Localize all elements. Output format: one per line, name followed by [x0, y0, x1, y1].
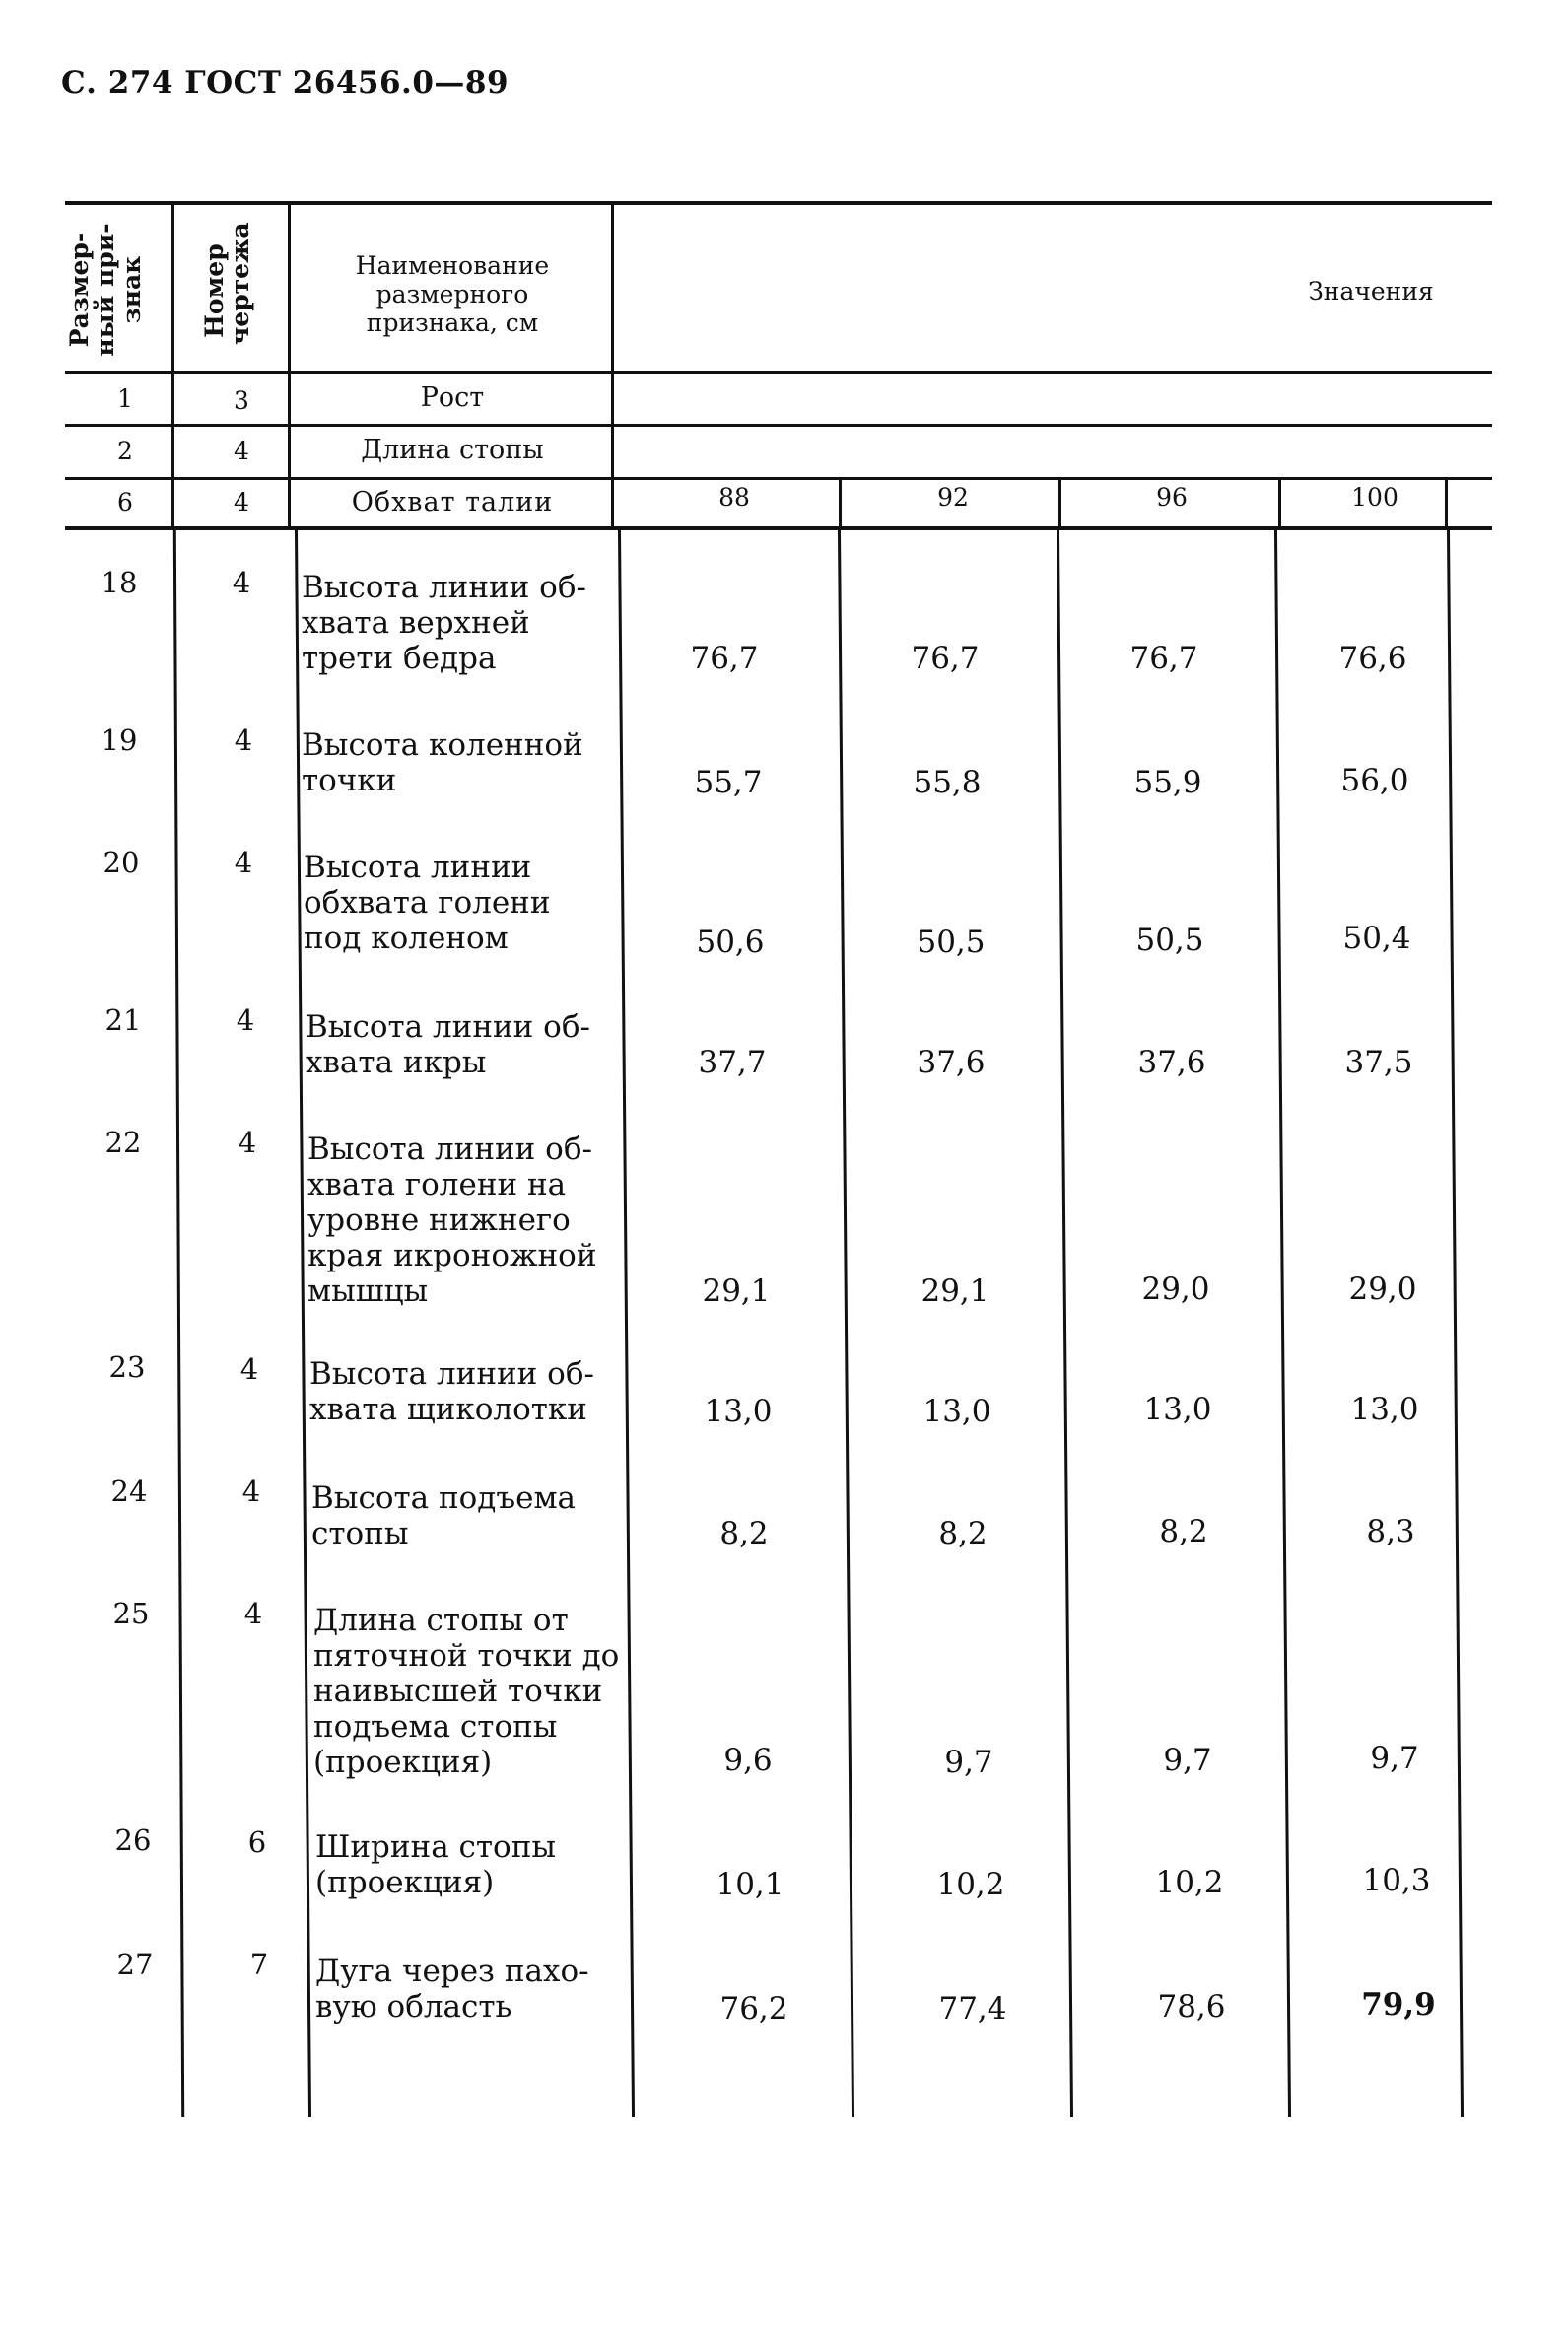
- body-divider-5: [1057, 530, 1073, 2117]
- row-drawing: 4: [243, 1597, 263, 1630]
- row-drawing: 4: [232, 566, 251, 599]
- param-num: 1: [117, 384, 133, 413]
- row-value: 37,6: [1137, 1045, 1206, 1080]
- row-value: 8,2: [719, 1516, 769, 1551]
- row-drawing: 4: [236, 1003, 255, 1037]
- row-name: Длина стопы от пяточной точки до наивысшей точки подъема стопы (проекция): [313, 1603, 620, 1780]
- row-num: 26: [114, 1823, 152, 1857]
- row-value: 13,0: [1350, 1392, 1419, 1427]
- row-name: Высота коленной точки: [302, 727, 583, 798]
- sub-divider-4: [1445, 479, 1448, 526]
- row-value: 55,7: [694, 765, 763, 800]
- row-value: 76,7: [690, 641, 759, 676]
- row-name: Высота линии об- хвата щиколотки: [309, 1356, 594, 1427]
- row-value: 13,0: [1143, 1392, 1212, 1427]
- row-value: 10,1: [716, 1867, 784, 1902]
- row-num: 19: [101, 723, 138, 757]
- row-value: 50,5: [1135, 923, 1204, 958]
- param-drawing: 4: [234, 437, 249, 465]
- row-value: 29,1: [920, 1273, 989, 1309]
- param-drawing: 3: [234, 386, 249, 415]
- row-value: 50,5: [917, 925, 986, 960]
- col-divider-3: [611, 205, 614, 526]
- row-drawing: 4: [234, 846, 253, 879]
- row-value: 10,3: [1362, 1863, 1431, 1898]
- row-value: 13,0: [922, 1394, 991, 1429]
- row-value: 55,9: [1133, 765, 1202, 800]
- row-value: 78,6: [1157, 1989, 1226, 2025]
- row-value: 79,9: [1361, 1987, 1436, 2023]
- row-num: 24: [110, 1475, 148, 1508]
- row-value: 8,2: [938, 1516, 988, 1551]
- row-name: Дуга через пахо- вую область: [315, 1954, 589, 2025]
- header-bottom-rule: [65, 371, 1492, 374]
- row-name: Высота линии об- хвата верхней трети бедра: [302, 570, 586, 676]
- row-num: 23: [108, 1350, 146, 1384]
- row-value: 77,4: [938, 1991, 1007, 2026]
- row-num: 20: [102, 846, 140, 879]
- row-value: 10,2: [936, 1867, 1005, 1902]
- row-value: 29,0: [1141, 1271, 1210, 1307]
- row-value: 37,6: [917, 1045, 986, 1080]
- col-header-name: Наименование размерного признака, см: [355, 251, 550, 337]
- row-drawing: 6: [247, 1825, 267, 1859]
- row-drawing: 4: [239, 1352, 259, 1386]
- body-divider-4: [838, 530, 854, 2117]
- row-value: 76,7: [911, 641, 980, 676]
- col-divider-1: [171, 205, 174, 526]
- row-name: Высота линии об- хвата икры: [306, 1009, 590, 1080]
- page-header: С. 274 ГОСТ 26456.0—89: [61, 65, 510, 101]
- row-value: 55,8: [913, 765, 982, 800]
- param-num: 6: [117, 488, 133, 516]
- col-header-values: Значения: [1308, 277, 1434, 306]
- row-num: 27: [116, 1948, 154, 1981]
- row-value: 56,0: [1340, 763, 1409, 798]
- row-value: 8,3: [1366, 1514, 1415, 1549]
- waist-size-value: 88: [718, 483, 750, 512]
- param-drawing: 4: [234, 488, 249, 516]
- row-value: 9,6: [723, 1743, 773, 1778]
- param-name: Рост: [420, 382, 485, 413]
- waist-size-value: 100: [1351, 483, 1398, 512]
- row-num: 22: [104, 1126, 142, 1159]
- row-value: 29,0: [1348, 1271, 1417, 1307]
- row-name: Высота линии обхвата голени под коленом: [304, 850, 551, 956]
- sub-divider-1: [839, 479, 842, 526]
- param-num: 2: [117, 437, 133, 465]
- sub-divider-2: [1058, 479, 1061, 526]
- col-header-attribute: Размер- ный при- знак: [65, 223, 146, 357]
- col-divider-2: [288, 205, 291, 526]
- row-value: 9,7: [1370, 1741, 1419, 1776]
- row-name: Высота линии об- хвата голени на уровне нижнего края икроножной мышцы: [307, 1132, 597, 1309]
- row-value: 9,7: [944, 1745, 993, 1780]
- waist-size-value: 92: [937, 483, 969, 512]
- body-divider-1: [173, 530, 184, 2117]
- row-value: 37,5: [1344, 1045, 1413, 1080]
- param-name: Длина стопы: [361, 435, 544, 465]
- row-value: 9,7: [1163, 1743, 1212, 1778]
- row-value: 13,0: [704, 1394, 773, 1429]
- body-divider-6: [1274, 530, 1291, 2117]
- col-header-drawing: Номер чертежа: [200, 222, 255, 345]
- row-value: 10,2: [1155, 1865, 1224, 1900]
- row-name: Ширина стопы (проекция): [315, 1829, 557, 1900]
- waist-size-value: 96: [1156, 483, 1188, 512]
- row-drawing: 4: [241, 1475, 261, 1508]
- row-num: 25: [112, 1597, 150, 1630]
- param-row-rule-1: [65, 424, 1492, 427]
- row-value: 76,2: [719, 1991, 788, 2026]
- sub-divider-3: [1278, 479, 1281, 526]
- row-num: 18: [101, 566, 138, 599]
- row-value: 8,2: [1159, 1514, 1208, 1549]
- row-drawing: 4: [238, 1126, 257, 1159]
- row-value: 37,7: [698, 1045, 767, 1080]
- row-value: 76,6: [1338, 641, 1407, 676]
- row-name: Высота подъема стопы: [311, 1480, 577, 1551]
- row-drawing: 7: [249, 1948, 269, 1981]
- param-row-rule-3: [65, 526, 1492, 530]
- row-num: 21: [104, 1003, 142, 1037]
- row-drawing: 4: [234, 723, 253, 757]
- row-value: 76,7: [1129, 641, 1198, 676]
- row-value: 29,1: [702, 1273, 771, 1309]
- row-value: 50,6: [696, 925, 765, 960]
- row-value: 50,4: [1342, 921, 1411, 956]
- param-name: Обхват талии: [351, 487, 554, 517]
- table-top-rule: [65, 201, 1492, 205]
